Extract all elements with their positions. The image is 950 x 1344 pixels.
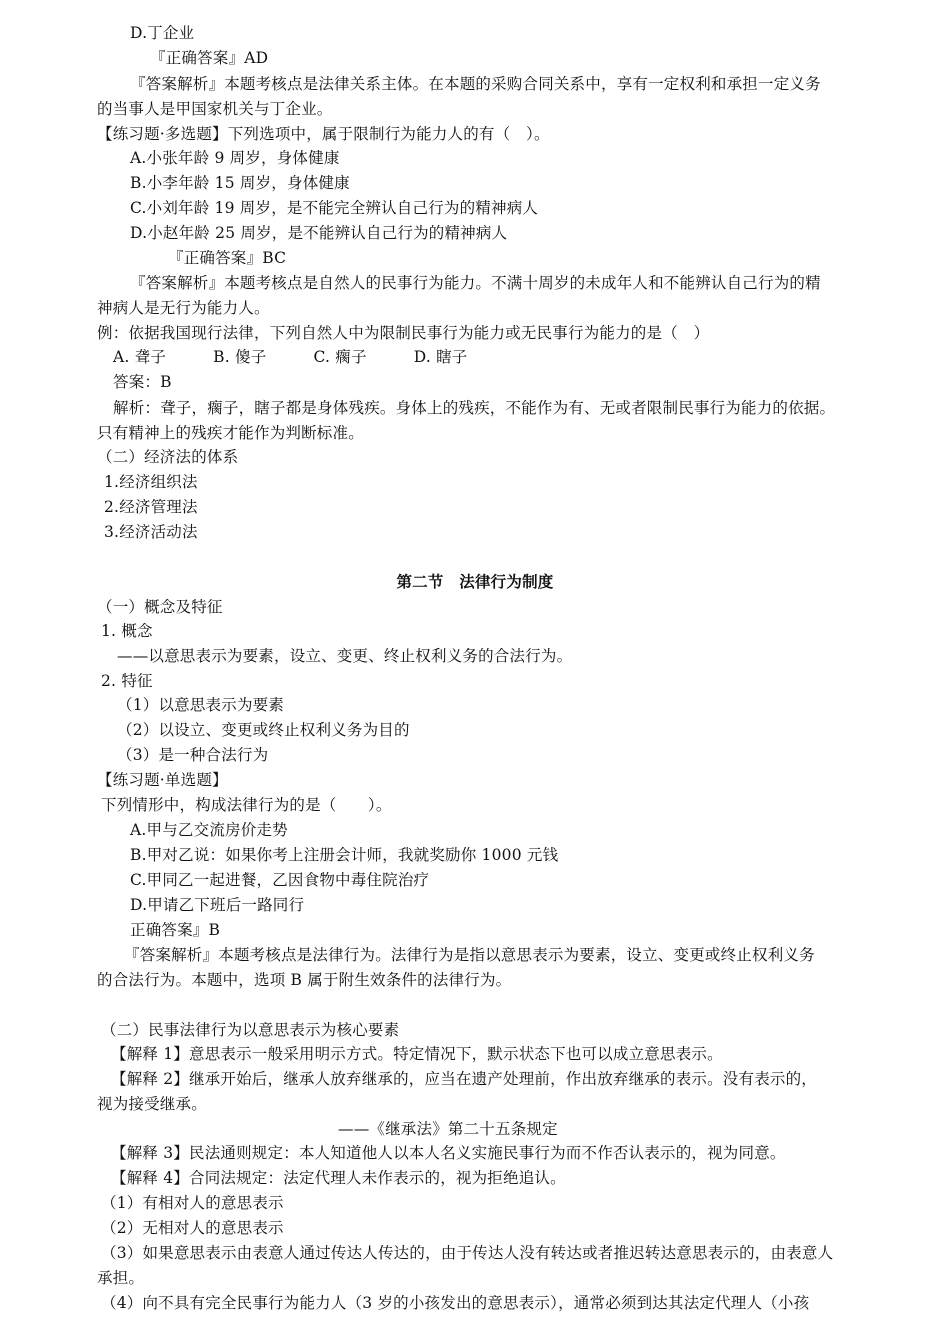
answer-line: 『正确答案』BC [168, 249, 287, 267]
note-line: 【解释 4】合同法规定：法定代理人未作表示的，视为拒绝追认。 [111, 1169, 566, 1187]
text-line: 神病人是无行为能力人。 [97, 299, 270, 317]
option-line: D.甲请乙下班后一路同行 [130, 896, 305, 914]
list-item: 1. 概念 [101, 622, 153, 640]
list-item: （1）以意思表示为要素 [117, 696, 285, 714]
list-item: （2）以设立、变更或终止权利义务为目的 [117, 721, 410, 739]
option-line: A.甲与乙交流房价走势 [130, 821, 288, 839]
text-line: 承担。 [97, 1269, 145, 1287]
list-item: （3）如果意思表示由表意人通过传达人传达的，由于传达人没有转达或者推迟转达意思表示的，由表意人 [101, 1244, 834, 1262]
note-line: 【解释 3】民法通则规定：本人知道他人以本人名义实施民事行为而不作否认表示的，视为同意。 [111, 1144, 786, 1162]
citation-line: ——《继承法》第二十五条规定 [338, 1120, 558, 1138]
option-line: B.小李年龄 15 周岁，身体健康 [130, 174, 350, 192]
text-line: 的当事人是甲国家机关与丁企业。 [97, 100, 333, 118]
text-line: 只有精神上的残疾才能作为判断标准。 [97, 424, 364, 442]
text-line: 的合法行为。本题中，选项 B 属于附生效条件的法律行为。 [97, 971, 512, 989]
option-line: A.小张年龄 9 周岁，身体健康 [130, 149, 340, 167]
option-line: C.小刘年龄 19 周岁，是不能完全辨认自己行为的精神病人 [130, 199, 539, 217]
analysis-line: 『答案解析』本题考核点是法律行为。法律行为是指以意思表示为要素，设立、变更或终止权利义务 [124, 946, 815, 964]
section-title: 第二节 法律行为制度 [396, 572, 554, 591]
note-line: 【解释 1】意思表示一般采用明示方式。特定情况下，默示状态下也可以成立意思表示。 [111, 1045, 723, 1063]
answer-line: 正确答案』B [130, 921, 221, 939]
answer-line: 答案：B [113, 373, 172, 391]
text-line: ——以意思表示为要素，设立、变更、终止权利义务的合法行为。 [117, 647, 573, 665]
list-item: （2）无相对人的意思表示 [101, 1219, 284, 1237]
option-line: C.甲同乙一起进餐，乙因食物中毒住院治疗 [130, 871, 430, 889]
section-heading: （二）经济法的体系 [97, 448, 239, 466]
list-item: 2. 特征 [101, 672, 153, 690]
note-line: 【解释 2】继承开始后，继承人放弃继承的，应当在遗产处理前，作出放弃继承的表示。没有表示的， [111, 1070, 817, 1088]
text-line: D.丁企业 [130, 24, 195, 42]
analysis-line: 『答案解析』本题考核点是自然人的民事行为能力。不满十周岁的未成年人和不能辨认自己行为的精 [130, 274, 821, 292]
question-line: 【练习题·单选题】 [97, 771, 228, 789]
option-line: D.小赵年龄 25 周岁，是不能辨认自己行为的精神病人 [130, 224, 508, 242]
question-line: 下列情形中，构成法律行为的是（ ）。 [101, 796, 392, 814]
list-item: （4）向不具有完全民事行为能力人（3 岁的小孩发出的意思表示），通常必须到达其法定代理人（小孩 [101, 1294, 810, 1312]
section-heading: （一）概念及特征 [97, 598, 223, 616]
answer-line: 『正确答案』AD [150, 49, 269, 67]
list-item: （3）是一种合法行为 [117, 746, 269, 764]
option-line: B.甲对乙说：如果你考上注册会计师，我就奖励你 1000 元钱 [130, 846, 559, 864]
section-heading: （二）民事法律行为以意思表示为核心要素 [101, 1021, 400, 1039]
list-item: 2.经济管理法 [104, 498, 198, 516]
list-item: 1.经济组织法 [104, 473, 198, 491]
text-line: 视为接受继承。 [97, 1095, 207, 1113]
option-line: A. 聋子 B. 傻子 C. 瘸子 D. 瞎子 [113, 348, 468, 366]
analysis-line: 解析：聋子，瘸子，瞎子都是身体残疾。身体上的残疾，不能作为有、无或者限制民事行为能力的依据。 [113, 399, 836, 417]
list-item: （1）有相对人的意思表示 [101, 1194, 284, 1212]
example-line: 例：依据我国现行法律，下列自然人中为限制民事行为能力或无民事行为能力的是（ ） [97, 324, 710, 342]
analysis-line: 『答案解析』本题考核点是法律关系主体。在本题的采购合同关系中，享有一定权利和承担一定义务 [130, 75, 821, 93]
list-item: 3.经济活动法 [104, 523, 198, 541]
question-line: 【练习题·多选题】下列选项中，属于限制行为能力人的有（ ）。 [97, 125, 550, 143]
